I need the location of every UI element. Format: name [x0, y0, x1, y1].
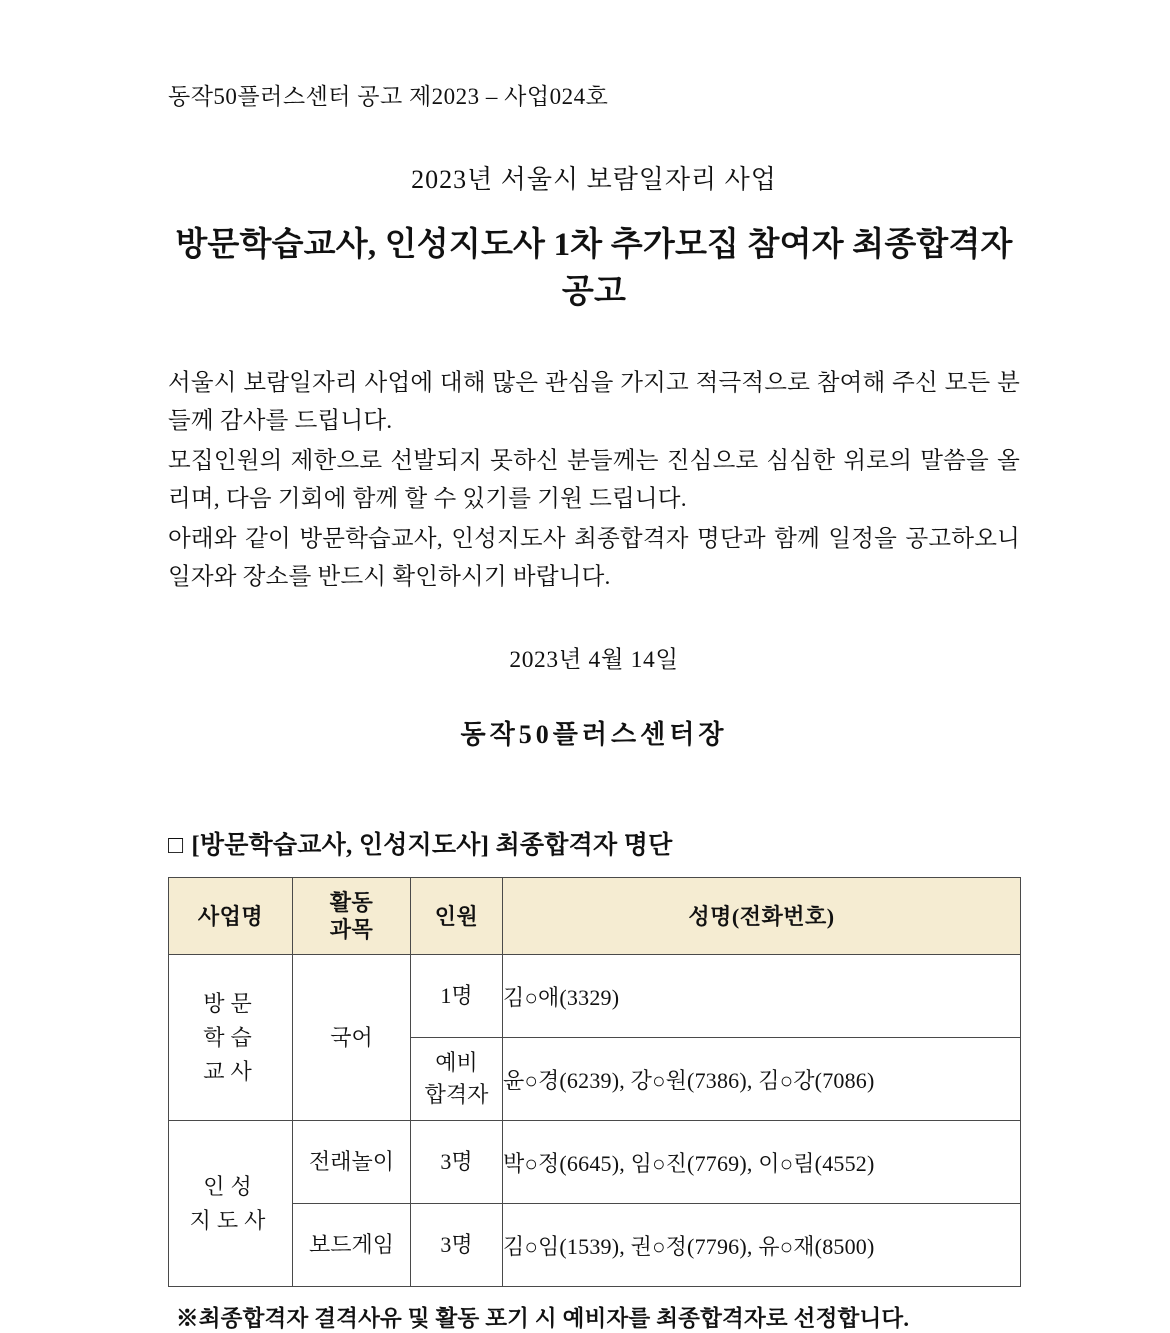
cell-names-3: 박○정(6645), 임○진(7769), 이○림(4552) [503, 1121, 1021, 1204]
body-text [168, 364, 1020, 596]
issue-date: 2023년 4월 14일 [509, 647, 679, 674]
document-number: 동작50플러스센터 공고 제2023 – 사업024호 [168, 84, 609, 109]
section-heading [168, 825, 1020, 861]
column-header-program: 사업명 [169, 878, 293, 955]
cell-count-1: 1명 [411, 955, 503, 1038]
column-header-names: 성명(전화번호) [503, 878, 1021, 955]
column-header-subject-line1: 활동 [329, 889, 374, 915]
cell-count-2 [411, 1038, 503, 1121]
cell-subject-3: 전래놀이 [293, 1121, 411, 1204]
table-footnote: ※최종합격자 결격사유 및 활동 포기 시 예비자를 최종합격자로 선정합니다. [176, 1306, 910, 1332]
cell-count-2-line1: 예비 [435, 1050, 478, 1076]
column-header-subject-line2: 과목 [329, 917, 374, 943]
cell-count-2-line2: 합격자 [424, 1082, 489, 1108]
cell-count-4: 3명 [411, 1204, 503, 1287]
body-paragraph-2: 모집인원의 제한으로 선발되지 못하신 분들께는 진심으로 심심한 위로의 말씀을 올리며, 다음 기회에 함께 할 수 있기를 기원 드립니다. [168, 448, 1020, 513]
cell-names-4: 김○임(1539), 권○정(7796), 유○재(8500) [503, 1204, 1021, 1287]
body-paragraph-1: 서울시 보람일자리 사업에 대해 많은 관심을 가지고 적극적으로 참여해 주신 모든 분들께 감사를 드립니다. [168, 370, 1020, 435]
title-subtitle: 2023년 서울시 보람일자리 사업 [411, 165, 777, 194]
table-row [169, 1204, 1021, 1287]
table-row [169, 1121, 1021, 1204]
square-bullet-icon: □ [168, 832, 184, 860]
cell-subject-4: 보드게임 [293, 1204, 411, 1287]
cell-names-2: 윤○경(6239), 강○원(7386), 김○강(7086) [503, 1038, 1021, 1121]
final-pass-list-table [168, 877, 1021, 1287]
section-heading-label: [방문학습교사, 인성지도사] 최종합격자 명단 [191, 832, 673, 860]
page-title: 방문학습교사, 인성지도사 1차 추가모집 참여자 최종합격자 공고 [175, 227, 1013, 310]
cell-names-1: 김○애(3329) [503, 955, 1021, 1038]
body-paragraph-3: 아래와 같이 방문학습교사, 인성지도사 최종합격자 명단과 함께 일정을 공고하오니 일자와 장소를 반드시 확인하시기 바랍니다. [168, 526, 1020, 591]
cell-program-2-line2: 지도사 [189, 1207, 272, 1233]
cell-subject-1: 국어 [293, 955, 411, 1121]
cell-program-2 [169, 1121, 293, 1287]
cell-program-1-line2: 학습 [203, 1024, 258, 1050]
cell-program-1-line3: 교사 [203, 1058, 258, 1084]
cell-program-1-line1: 방문 [203, 990, 258, 1016]
table-row [169, 955, 1021, 1038]
cell-program-2-line1: 인성 [203, 1173, 258, 1199]
cell-program-1 [169, 955, 293, 1121]
column-header-count: 인원 [411, 878, 503, 955]
column-header-subject [293, 878, 411, 955]
issuer-name: 동작50플러스센터장 [460, 720, 728, 750]
cell-count-3: 3명 [411, 1121, 503, 1204]
table-header-row [169, 878, 1021, 955]
